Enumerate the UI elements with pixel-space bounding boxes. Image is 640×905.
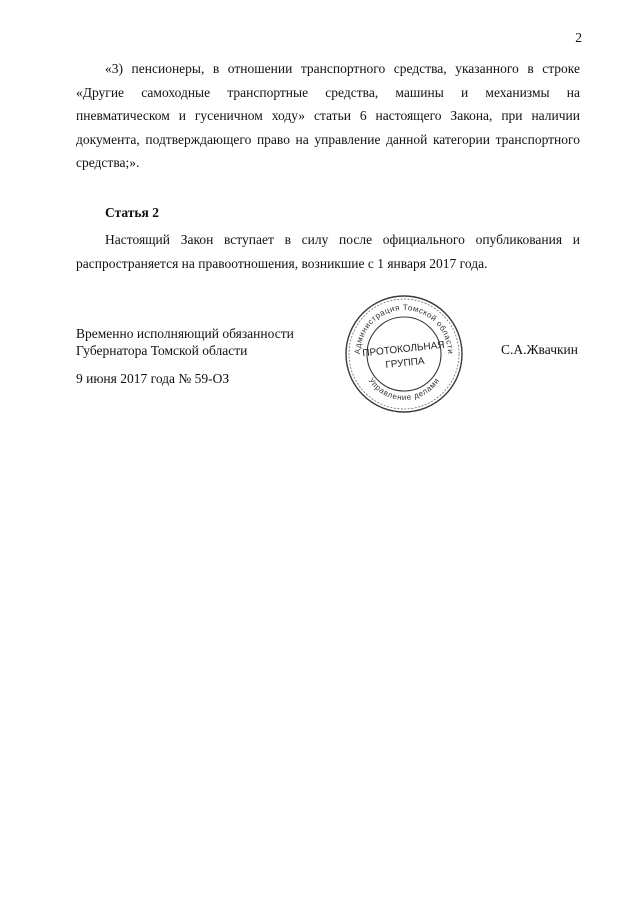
stamp-bottom-arc-text: Управление делами xyxy=(366,376,442,403)
signer-position xyxy=(76,325,294,359)
article-2-heading: Статья 2 xyxy=(105,205,159,220)
signer-position-line-1: Временно исполняющий обязанности xyxy=(76,326,294,341)
official-stamp-seal xyxy=(340,290,468,418)
stamp-top-arc-text: Администрация Томской области xyxy=(352,302,456,355)
stamp-svg xyxy=(340,290,468,418)
amendment-paragraph: «3) пенсионеры, в отношении транспортного средства, указанного в строке «Другие самоходные транспортные средства, машины и механизмы на пневматическом и гусеничном ходу» статьи 6 настоящего Закона, при наличии документа, подтверждающего право на управление данной категории транспортного средства;». xyxy=(76,61,580,170)
amendment-paragraph-block xyxy=(76,57,580,175)
signer-name: С.А.Жвачкин xyxy=(500,342,578,357)
stamp-center-line-1: ПРОТОКОЛЬНАЯ xyxy=(361,339,446,360)
article-2-body-block xyxy=(76,228,580,275)
law-date-number: 9 июня 2017 года № 59-ОЗ xyxy=(76,371,230,386)
signer-position-line-2: Губернатора Томской области xyxy=(76,343,248,358)
stamp-center-line-2: ГРУППА xyxy=(384,355,426,371)
article-2-text: Настоящий Закон вступает в силу после официального опубликования и распространяется на правоотношения, возникшие с 1 января 2017 года. xyxy=(76,232,580,271)
page-number: 2 xyxy=(575,30,582,45)
